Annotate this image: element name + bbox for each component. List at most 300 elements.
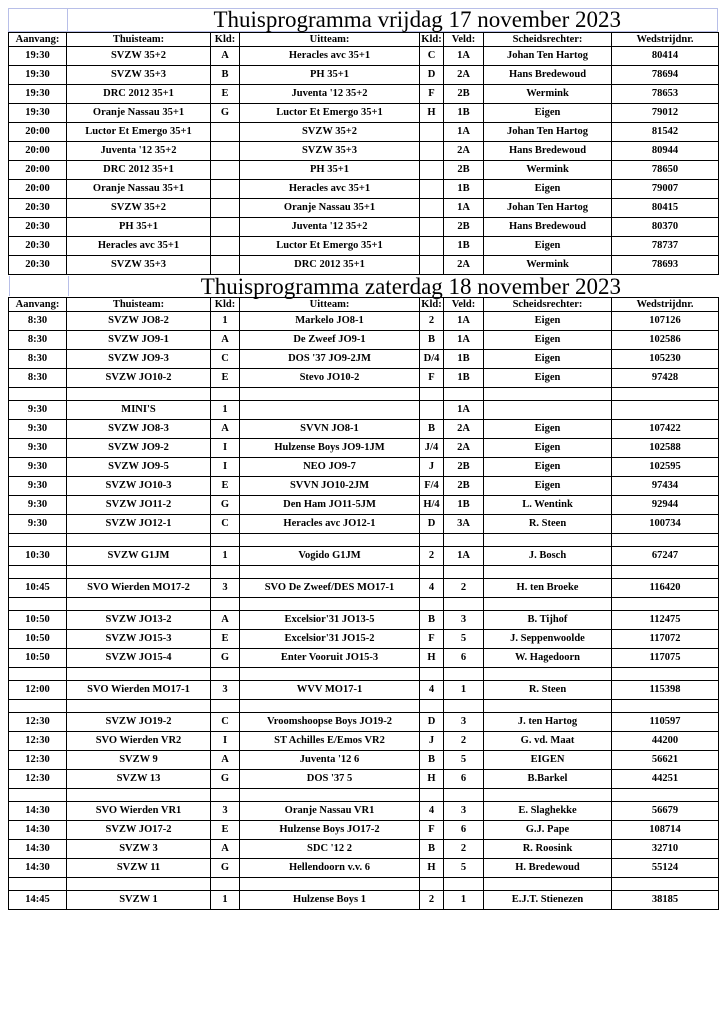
away-team-cell: Excelsior'31 JO13-5 (240, 611, 420, 630)
home-team-cell: SVZW JO9-3 (67, 350, 211, 369)
match-number-cell: 78693 (612, 256, 719, 275)
match-row (9, 713, 719, 732)
away-class-cell: H (420, 104, 444, 123)
match-row (9, 237, 719, 256)
home-class-cell: E (211, 85, 240, 104)
field-cell: 5 (444, 751, 484, 770)
header-row (9, 33, 719, 47)
field-cell: 2A (444, 256, 484, 275)
spacer-row (9, 789, 719, 802)
home-class-cell: E (211, 630, 240, 649)
field-cell: 1B (444, 496, 484, 515)
match-number-cell: 97428 (612, 369, 719, 388)
field-cell: 2 (444, 840, 484, 859)
referee-cell: Johan Ten Hartog (484, 123, 612, 142)
field-cell: 1A (444, 123, 484, 142)
home-team-cell: DRC 2012 35+1 (67, 85, 211, 104)
match-row (9, 891, 719, 910)
match-number-cell: 38185 (612, 891, 719, 910)
match-number-cell: 56621 (612, 751, 719, 770)
referee-cell: L. Wentink (484, 496, 612, 515)
referee-cell: G. vd. Maat (484, 732, 612, 751)
kickoff-time-cell: 9:30 (9, 458, 67, 477)
saturday-table (8, 297, 719, 910)
match-row (9, 477, 719, 496)
away-team-cell: Stevo JO10-2 (240, 369, 420, 388)
away-team-cell: ST Achilles E/Emos VR2 (240, 732, 420, 751)
home-class-cell: I (211, 458, 240, 477)
column-header-home-team: Thuisteam: (67, 33, 211, 47)
match-number-cell: 107126 (612, 312, 719, 331)
home-class-cell: 1 (211, 401, 240, 420)
home-class-cell: C (211, 515, 240, 534)
match-row (9, 331, 719, 350)
match-number-cell: 92944 (612, 496, 719, 515)
kickoff-time-cell: 10:45 (9, 579, 67, 598)
away-class-cell: B (420, 751, 444, 770)
away-class-cell: H (420, 649, 444, 668)
referee-cell: E.J.T. Stienezen (484, 891, 612, 910)
home-team-cell: MINI'S (67, 401, 211, 420)
column-header-home-class: Kld: (211, 33, 240, 47)
match-number-cell: 97434 (612, 477, 719, 496)
away-class-cell: F/4 (420, 477, 444, 496)
away-class-cell (420, 237, 444, 256)
home-class-cell: C (211, 713, 240, 732)
kickoff-time-cell: 20:30 (9, 256, 67, 275)
away-class-cell (420, 199, 444, 218)
field-cell: 1B (444, 350, 484, 369)
home-class-cell: I (211, 439, 240, 458)
field-cell: 6 (444, 821, 484, 840)
match-number-cell: 102595 (612, 458, 719, 477)
away-team-cell: Hulzense Boys JO17-2 (240, 821, 420, 840)
match-row (9, 218, 719, 237)
referee-cell: Hans Bredewoud (484, 142, 612, 161)
away-team-cell: PH 35+1 (240, 66, 420, 85)
kickoff-time-cell: 9:30 (9, 439, 67, 458)
referee-cell: B. Tijhof (484, 611, 612, 630)
kickoff-time-cell: 12:30 (9, 713, 67, 732)
away-class-cell: B (420, 331, 444, 350)
field-cell: 1A (444, 199, 484, 218)
home-class-cell: A (211, 420, 240, 439)
away-team-cell: NEO JO9-7 (240, 458, 420, 477)
field-cell: 2B (444, 477, 484, 496)
away-class-cell: C (420, 47, 444, 66)
kickoff-time-cell: 9:30 (9, 420, 67, 439)
away-team-cell: Hulzense Boys 1 (240, 891, 420, 910)
match-row (9, 515, 719, 534)
home-team-cell: SVZW 3 (67, 840, 211, 859)
away-class-cell: 4 (420, 802, 444, 821)
column-header-away-team: Uitteam: (240, 298, 420, 312)
match-row (9, 142, 719, 161)
home-team-cell: SVZW JO9-2 (67, 439, 211, 458)
match-number-cell: 79007 (612, 180, 719, 199)
match-number-cell: 102588 (612, 439, 719, 458)
field-cell: 3 (444, 802, 484, 821)
kickoff-time-cell: 10:30 (9, 547, 67, 566)
away-team-cell: Enter Vooruit JO15-3 (240, 649, 420, 668)
field-cell: 1B (444, 180, 484, 199)
home-class-cell: B (211, 66, 240, 85)
field-cell: 2B (444, 218, 484, 237)
home-team-cell: SVZW G1JM (67, 547, 211, 566)
kickoff-time-cell: 10:50 (9, 611, 67, 630)
home-class-cell: G (211, 770, 240, 789)
match-row (9, 420, 719, 439)
kickoff-time-cell: 14:30 (9, 840, 67, 859)
match-row (9, 547, 719, 566)
home-class-cell: 3 (211, 802, 240, 821)
friday-title: Thuisprogramma vrijdag 17 november 2023 (213, 7, 621, 32)
away-class-cell (420, 142, 444, 161)
match-number-cell: 44251 (612, 770, 719, 789)
home-team-cell: DRC 2012 35+1 (67, 161, 211, 180)
kickoff-time-cell: 12:30 (9, 732, 67, 751)
away-class-cell: H/4 (420, 496, 444, 515)
field-cell: 6 (444, 649, 484, 668)
home-class-cell: 1 (211, 547, 240, 566)
referee-cell: Eigen (484, 180, 612, 199)
home-team-cell: PH 35+1 (67, 218, 211, 237)
spacer-row (9, 388, 719, 401)
away-class-cell: 2 (420, 312, 444, 331)
home-team-cell: SVZW 35+3 (67, 256, 211, 275)
home-class-cell: I (211, 732, 240, 751)
referee-cell: Wermink (484, 256, 612, 275)
field-cell: 2A (444, 439, 484, 458)
home-team-cell: SVZW 9 (67, 751, 211, 770)
match-row (9, 496, 719, 515)
match-number-cell: 117072 (612, 630, 719, 649)
home-class-cell: 1 (211, 312, 240, 331)
away-team-cell (240, 401, 420, 420)
kickoff-time-cell: 20:00 (9, 161, 67, 180)
home-team-cell: SVZW JO15-4 (67, 649, 211, 668)
match-row (9, 104, 719, 123)
referee-cell (484, 401, 612, 420)
away-team-cell: WVV MO17-1 (240, 681, 420, 700)
away-class-cell: D/4 (420, 350, 444, 369)
match-row (9, 579, 719, 598)
referee-cell: Johan Ten Hartog (484, 47, 612, 66)
column-header-home-class: Kld: (211, 298, 240, 312)
kickoff-time-cell: 20:00 (9, 123, 67, 142)
away-class-cell: B (420, 840, 444, 859)
away-class-cell: 2 (420, 891, 444, 910)
field-cell: 1B (444, 237, 484, 256)
home-class-cell (211, 237, 240, 256)
home-class-cell: E (211, 821, 240, 840)
spacer-row (9, 598, 719, 611)
saturday-title: Thuisprogramma zaterdag 18 november 2023 (200, 274, 621, 299)
home-team-cell: SVZW 35+3 (67, 66, 211, 85)
match-row (9, 350, 719, 369)
field-cell: 2B (444, 458, 484, 477)
field-cell: 1A (444, 331, 484, 350)
match-row (9, 859, 719, 878)
kickoff-time-cell: 8:30 (9, 369, 67, 388)
home-team-cell: SVZW JO8-2 (67, 312, 211, 331)
away-class-cell: D (420, 515, 444, 534)
match-row (9, 732, 719, 751)
away-team-cell: Markelo JO8-1 (240, 312, 420, 331)
match-row (9, 751, 719, 770)
away-team-cell: Heracles avc JO12-1 (240, 515, 420, 534)
field-cell: 1A (444, 312, 484, 331)
away-class-cell: H (420, 770, 444, 789)
home-team-cell: SVZW JO13-2 (67, 611, 211, 630)
home-team-cell: Luctor Et Emergo 35+1 (67, 123, 211, 142)
away-team-cell: PH 35+1 (240, 161, 420, 180)
away-class-cell: F (420, 630, 444, 649)
kickoff-time-cell: 20:30 (9, 199, 67, 218)
kickoff-time-cell: 14:45 (9, 891, 67, 910)
referee-cell: R. Steen (484, 515, 612, 534)
match-number-cell: 80415 (612, 199, 719, 218)
saturday-title-row (8, 275, 718, 297)
match-row (9, 256, 719, 275)
spacer-row (9, 566, 719, 579)
referee-cell: Hans Bredewoud (484, 218, 612, 237)
referee-cell: R. Steen (484, 681, 612, 700)
away-team-cell: Den Ham JO11-5JM (240, 496, 420, 515)
match-number-cell: 56679 (612, 802, 719, 821)
away-class-cell (420, 123, 444, 142)
away-team-cell: DOS '37 5 (240, 770, 420, 789)
home-team-cell: SVZW JO17-2 (67, 821, 211, 840)
home-team-cell: SVZW JO15-3 (67, 630, 211, 649)
match-row (9, 47, 719, 66)
away-class-cell (420, 180, 444, 199)
home-team-cell: Heracles avc 35+1 (67, 237, 211, 256)
away-team-cell: Hellendoorn v.v. 6 (240, 859, 420, 878)
home-team-cell: SVZW JO19-2 (67, 713, 211, 732)
away-class-cell (420, 218, 444, 237)
away-team-cell: DRC 2012 35+1 (240, 256, 420, 275)
away-class-cell: J (420, 732, 444, 751)
home-class-cell (211, 218, 240, 237)
away-team-cell: Luctor Et Emergo 35+1 (240, 104, 420, 123)
away-team-cell: Vroomshoopse Boys JO19-2 (240, 713, 420, 732)
referee-cell: Eigen (484, 104, 612, 123)
schedule-sheet (8, 8, 718, 910)
field-cell: 2A (444, 420, 484, 439)
column-header-away-class: Kld: (421, 299, 442, 310)
match-row (9, 85, 719, 104)
field-cell: 1 (444, 681, 484, 700)
column-header-away-team: Uitteam: (240, 33, 420, 47)
match-number-cell: 32710 (612, 840, 719, 859)
match-row (9, 180, 719, 199)
away-team-cell: SDC '12 2 (240, 840, 420, 859)
match-number-cell: 117075 (612, 649, 719, 668)
referee-cell: W. Hagedoorn (484, 649, 612, 668)
spacer-row (9, 700, 719, 713)
kickoff-time-cell: 19:30 (9, 104, 67, 123)
kickoff-time-cell: 20:00 (9, 142, 67, 161)
kickoff-time-cell: 9:30 (9, 515, 67, 534)
match-number-cell: 78650 (612, 161, 719, 180)
referee-cell: Eigen (484, 420, 612, 439)
away-team-cell: Juventa '12 35+2 (240, 218, 420, 237)
match-number-cell: 79012 (612, 104, 719, 123)
column-header-referee: Scheidsrechter: (484, 33, 612, 47)
away-class-cell: B (420, 611, 444, 630)
kickoff-time-cell: 9:30 (9, 496, 67, 515)
referee-cell: Eigen (484, 477, 612, 496)
home-class-cell: C (211, 350, 240, 369)
field-cell: 2B (444, 85, 484, 104)
home-team-cell: SVO Wierden VR1 (67, 802, 211, 821)
match-row (9, 630, 719, 649)
kickoff-time-cell: 14:30 (9, 802, 67, 821)
spacer-row (9, 878, 719, 891)
kickoff-time-cell: 8:30 (9, 350, 67, 369)
away-class-cell: 2 (420, 547, 444, 566)
away-class-cell: J/4 (420, 439, 444, 458)
match-number-cell: 80944 (612, 142, 719, 161)
match-row (9, 161, 719, 180)
away-class-cell: F (420, 821, 444, 840)
match-number-cell: 78737 (612, 237, 719, 256)
match-number-cell: 108714 (612, 821, 719, 840)
away-team-cell: DOS '37 JO9-2JM (240, 350, 420, 369)
home-team-cell: SVZW 35+2 (67, 47, 211, 66)
away-team-cell: Heracles avc 35+1 (240, 47, 420, 66)
referee-cell: Hans Bredewoud (484, 66, 612, 85)
kickoff-time-cell: 12:30 (9, 770, 67, 789)
away-class-cell: F (420, 85, 444, 104)
field-cell: 1B (444, 369, 484, 388)
home-class-cell: E (211, 477, 240, 496)
away-team-cell: Juventa '12 35+2 (240, 85, 420, 104)
home-class-cell: 3 (211, 681, 240, 700)
match-number-cell: 78694 (612, 66, 719, 85)
match-number-cell: 112475 (612, 611, 719, 630)
home-class-cell (211, 199, 240, 218)
field-cell: 2A (444, 142, 484, 161)
home-class-cell: G (211, 496, 240, 515)
home-team-cell: SVZW 35+2 (67, 199, 211, 218)
column-header-match-number: Wedstrijdnr. (612, 298, 719, 312)
column-header-field: Veld: (444, 33, 484, 47)
home-class-cell: 3 (211, 579, 240, 598)
column-header-field: Veld: (444, 298, 484, 312)
home-team-cell: SVZW JO10-3 (67, 477, 211, 496)
field-cell: 3A (444, 515, 484, 534)
match-number-cell: 81542 (612, 123, 719, 142)
home-team-cell: SVZW JO9-1 (67, 331, 211, 350)
match-number-cell: 67247 (612, 547, 719, 566)
referee-cell: E. Slaghekke (484, 802, 612, 821)
kickoff-time-cell: 10:50 (9, 630, 67, 649)
home-class-cell: A (211, 47, 240, 66)
field-cell: 2 (444, 579, 484, 598)
match-row (9, 821, 719, 840)
away-team-cell: Heracles avc 35+1 (240, 180, 420, 199)
referee-cell: Eigen (484, 439, 612, 458)
away-class-cell: J (420, 458, 444, 477)
match-row (9, 369, 719, 388)
kickoff-time-cell: 19:30 (9, 66, 67, 85)
column-header-match-number: Wedstrijdnr. (612, 33, 719, 47)
match-number-cell: 55124 (612, 859, 719, 878)
away-team-cell: Oranje Nassau VR1 (240, 802, 420, 821)
field-cell: 3 (444, 611, 484, 630)
match-row (9, 840, 719, 859)
kickoff-time-cell: 20:00 (9, 180, 67, 199)
field-cell: 2A (444, 66, 484, 85)
field-cell: 1A (444, 547, 484, 566)
home-team-cell: Juventa '12 35+2 (67, 142, 211, 161)
referee-cell: B.Barkel (484, 770, 612, 789)
home-class-cell: A (211, 611, 240, 630)
home-team-cell: SVZW JO8-3 (67, 420, 211, 439)
match-row (9, 123, 719, 142)
referee-cell: Wermink (484, 161, 612, 180)
home-class-cell (211, 123, 240, 142)
kickoff-time-cell: 14:30 (9, 859, 67, 878)
referee-cell: H. ten Broeke (484, 579, 612, 598)
home-team-cell: SVO Wierden VR2 (67, 732, 211, 751)
referee-cell: Eigen (484, 458, 612, 477)
kickoff-time-cell: 8:30 (9, 312, 67, 331)
match-number-cell: 115398 (612, 681, 719, 700)
match-row (9, 458, 719, 477)
home-team-cell: SVZW JO9-5 (67, 458, 211, 477)
kickoff-time-cell: 10:50 (9, 649, 67, 668)
away-class-cell: D (420, 66, 444, 85)
home-team-cell: SVZW JO10-2 (67, 369, 211, 388)
field-cell: 2B (444, 161, 484, 180)
referee-cell: J. Seppenwoolde (484, 630, 612, 649)
home-team-cell: SVZW JO12-1 (67, 515, 211, 534)
column-header-referee: Scheidsrechter: (484, 298, 612, 312)
home-team-cell: SVO Wierden MO17-2 (67, 579, 211, 598)
home-class-cell: A (211, 331, 240, 350)
away-class-cell: 4 (420, 579, 444, 598)
spacer-row (9, 534, 719, 547)
match-number-cell: 116420 (612, 579, 719, 598)
match-row (9, 199, 719, 218)
away-team-cell: Oranje Nassau 35+1 (240, 199, 420, 218)
match-row (9, 611, 719, 630)
friday-table (8, 32, 719, 275)
referee-cell: H. Bredewoud (484, 859, 612, 878)
away-class-cell: F (420, 369, 444, 388)
match-number-cell: 102586 (612, 331, 719, 350)
kickoff-time-cell: 9:30 (9, 477, 67, 496)
kickoff-time-cell: 12:30 (9, 751, 67, 770)
away-class-cell (420, 401, 444, 420)
friday-title-row (8, 8, 718, 32)
kickoff-time-cell: 19:30 (9, 85, 67, 104)
away-team-cell: De Zweef JO9-1 (240, 331, 420, 350)
spacer-row (9, 668, 719, 681)
column-header-kickoff-time: Aanvang: (9, 298, 67, 312)
away-class-cell: B (420, 420, 444, 439)
away-class-cell: D (420, 713, 444, 732)
away-team-cell: Juventa '12 6 (240, 751, 420, 770)
away-class-cell (420, 256, 444, 275)
match-number-cell: 107422 (612, 420, 719, 439)
field-cell: 1B (444, 104, 484, 123)
referee-cell: Eigen (484, 237, 612, 256)
away-class-cell (420, 161, 444, 180)
